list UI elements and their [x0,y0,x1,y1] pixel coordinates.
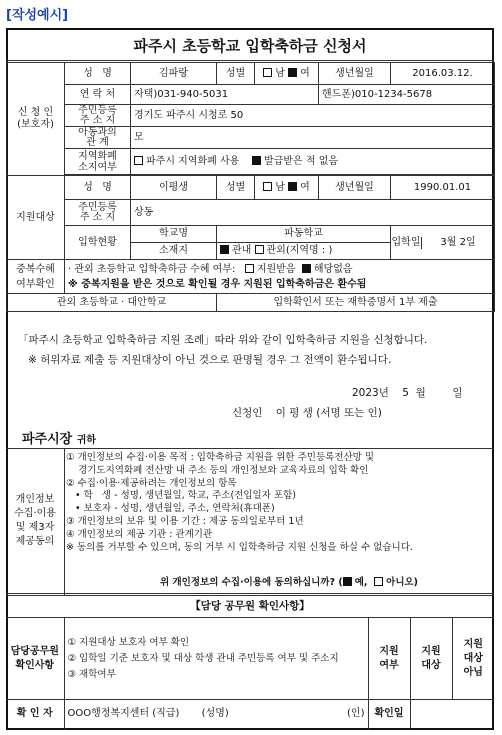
contact-label: 연 락 처 [65,85,131,105]
checkbox-currency-issued[interactable] [252,156,261,165]
applicant-table [6,62,495,312]
duplicate-check [65,260,495,294]
privacy-item-2a: • 학 생 - 성명, 생년월일, 학교, 주소(전입일자 포함) [66,490,296,502]
attach-documents: 입학확인서 또는 재학증명서 1부 제출 [217,294,495,312]
checkbox-out-area[interactable] [255,245,264,254]
target-male-label: 남 [275,181,285,193]
none-label: 해당없음 [313,263,353,275]
relation[interactable]: 모 [131,127,495,149]
col-support: 지원 여부 [368,618,410,700]
confirmer-label: 확 인 자 [6,700,64,729]
privacy-consent: 위 개인정보의 수집·이용에 동의하십니까? ( 예, 아니오) [160,577,419,588]
confirmer-center[interactable]: OOO행정복지센터 (직급) [67,708,180,720]
target-name[interactable]: 이평생 [131,176,217,200]
received-label: 지원받음 [256,263,296,275]
example-tag: [작성예시] [6,8,69,23]
checkbox-received[interactable] [245,264,254,273]
privacy-refusal-notice: ※ 동의를 거부할 수 있으며, 동의 거부 시 입학축하금 지원 신청을 하실 수 없습니다. [66,541,413,553]
official-items [64,618,368,700]
privacy-label: 개인정보 수집·이용 및 제3자 제공동의 [14,494,56,547]
in-area-label: 관내 [232,245,252,256]
official-table [6,617,494,729]
applicant-address[interactable]: 경기도 파주시 시청로 50 [131,105,495,127]
attach-target: 관외 초등학교 · 대안학교 [7,294,217,312]
mayor-title [22,428,96,447]
official-label: 담당공무원 확인사항 [6,618,64,700]
official-header: 【담당 공무원 확인사항】 [190,600,310,612]
relation-label: 아동과의 관 계 [65,127,131,149]
confirmer-name[interactable]: (성명) [201,708,229,720]
target-gender[interactable] [255,176,319,200]
checkbox-none[interactable] [302,264,311,273]
col-not-eligible: 지원 대상 아님 [452,618,494,700]
applicant-signature[interactable]: 신청인 이 평 생 (서명 또는 인) [232,407,382,419]
checkbox-target-female[interactable] [288,182,297,191]
out-area-label: 관외(지역명 : ) [266,245,333,256]
duplicate-question: · 관외 초등학교 입학축하금 수혜 여부: [68,263,236,275]
mobile-phone[interactable]: 핸드폰)010-1234-5678 [319,85,495,105]
official-divider [6,593,494,596]
privacy-divider [6,448,494,449]
checkbox-currency-use[interactable] [134,156,143,165]
duplicate-label: 중복수혜 여부확인 [7,260,65,294]
applicant-gender[interactable] [255,63,319,85]
consent-question: 위 개인정보의 수집·이용에 동의하십니까? [160,577,336,588]
currency-options [131,149,495,175]
checkbox-consent-yes[interactable] [343,577,352,586]
target-gender-label: 성별 [217,176,255,200]
confirm-date-label: 확인일 [368,700,410,729]
school-label: 학교명 [131,226,217,243]
home-phone[interactable]: 자택)031-940-5031 [131,85,319,105]
admission-label: 입학일 [391,236,421,248]
applicant-addr-label: 주민등록 주 소 지 [65,105,131,127]
consent-yes-label: 예, [354,577,368,588]
checkbox-male[interactable] [263,68,272,77]
applicant-name[interactable]: 김파랑 [131,63,217,85]
male-label: 남 [275,67,285,79]
applicant-birth-label: 생년월일 [319,63,391,85]
target-birth[interactable]: 1990.01.01 [391,176,495,200]
checkbox-consent-no[interactable] [374,577,383,586]
official-item-2: ② 입학일 기준 보호자 및 대상 학생 관내 주민등록 여부 및 주소지 [67,652,339,664]
declaration-text: 「파주시 초등학교 입학축하금 지원 조례」따라 위와 같이 입학축하금 지원을 신청합니다. [18,334,428,346]
checkbox-target-male[interactable] [263,182,272,191]
official-item-3: ③ 재학여부 [67,668,116,680]
confirm-date[interactable] [410,700,494,729]
admission-date[interactable]: 3월 2일 [440,236,476,248]
privacy-item-1b: 경기도지역화폐 전산망 내 주소 등의 개인정보와 교육자료의 입학 확인 [66,464,369,476]
declaration-date[interactable]: 2023년 5 월 일 [352,387,463,399]
applicant-birth[interactable]: 2016.03.12. [391,63,495,85]
privacy-item-2b: • 보호자 - 성명, 생년월일, 주소, 연락처(휴대폰) [66,503,275,515]
mayor-label: 파주시장 [22,432,73,447]
declaration-warning: ※ 허위자료 제출 등 지원대상이 아닌 것으로 판명될 경우 그 전액이 환수됩니다. [28,354,392,366]
applicant-section-label: 신 청 인 (보호자) [7,63,65,176]
location-label: 소재지 [131,243,217,260]
privacy-item-3: ③ 개인정보의 보유 및 이용 기간 : 제공 동의일로부터 1년 [66,515,304,527]
privacy-item-1: ① 개인정보의 수집·이용 목적 : 입학축하금 지원을 위한 주민등록전산망 및 [66,452,375,463]
checkbox-in-area[interactable] [220,245,229,254]
applicant-gender-label: 성별 [217,63,255,85]
school-status-label: 입학현황 [65,226,131,260]
currency-use-label: 파주시 지역화폐 사용 [146,155,240,167]
consent-no-label: 아니오 [386,577,414,588]
currency-issued-label: 발급받은 적 없음 [264,155,339,167]
target-female-label: 여 [300,181,310,193]
target-name-label: 성 명 [65,176,131,200]
applicant-name-label: 성 명 [65,63,131,85]
duplicate-notice: ※ 중복지원을 받은 것으로 확인될 경우 지원된 입학축하금은 환수됨 [68,278,367,290]
privacy-item-4: ④ 개인정보의 제공 기관 : 관계기관 [66,528,213,540]
checkbox-female[interactable] [288,68,297,77]
privacy-label-cell [6,449,65,595]
currency-label: 지역화폐 소지여부 [65,149,131,175]
target-addr-label: 주민등록 주 소 지 [65,200,131,226]
privacy-items [66,452,492,554]
confirmer-info [64,700,368,729]
title-divider [6,60,494,61]
location-options [217,243,391,260]
school-name[interactable]: 파동학교 [217,226,391,243]
privacy-item-2: ② 수집·이용·제공하려는 개인정보의 항목 [66,477,237,489]
form-title: 파주시 초등학교 입학축하금 신청서 [133,37,367,55]
official-item-1: ① 지원대상 보호자 여부 확인 [67,636,190,648]
admission-cell [391,226,495,260]
mayor-suffix: 귀하 [76,435,97,446]
female-label: 여 [300,67,310,79]
col-eligible: 지원 대상 [410,618,452,700]
target-birth-label: 생년월일 [319,176,391,200]
confirmer-seal[interactable]: (인) [347,708,365,720]
target-section-label: 지원대상 [7,176,65,260]
target-address[interactable]: 상동 [131,200,495,226]
